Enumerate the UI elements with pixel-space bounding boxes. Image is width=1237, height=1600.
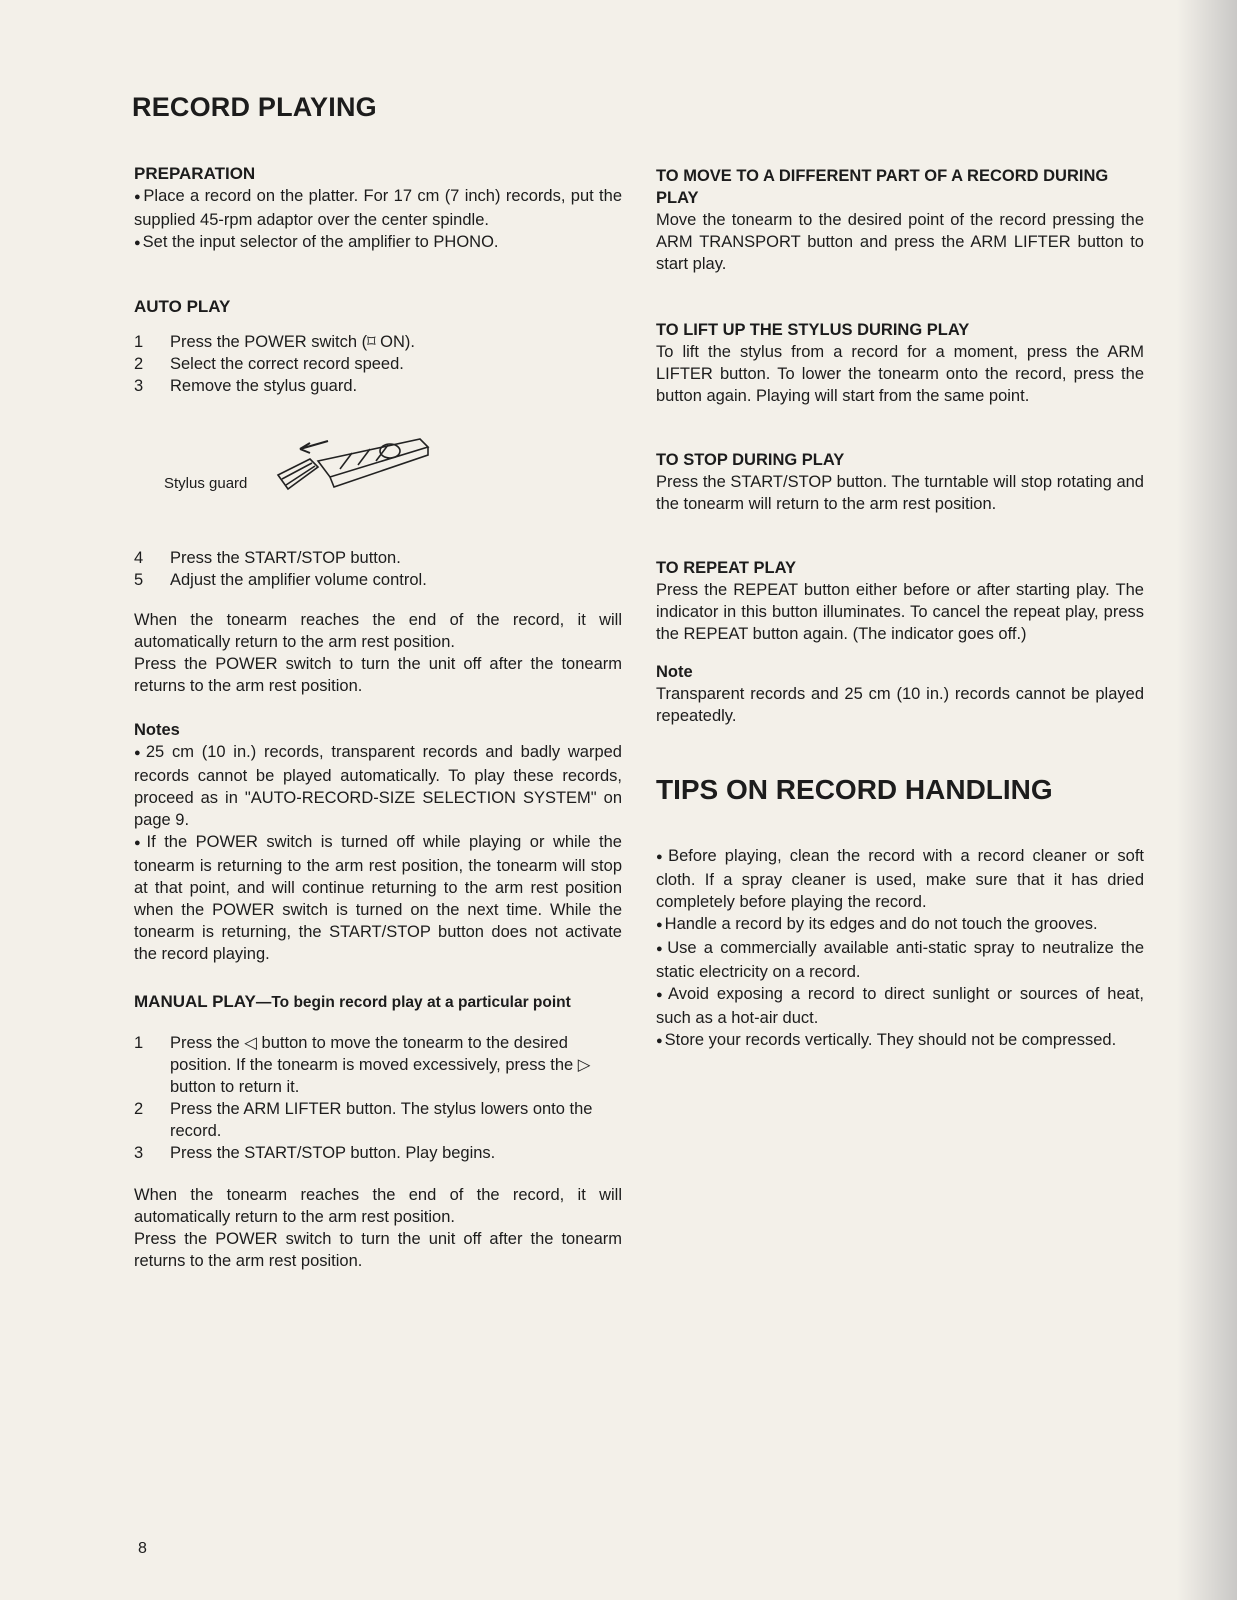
lift-section [656,319,1144,407]
stop-text: Press the START/STOP button. The turntable will stop rotating and the tonearm will return to the arm rest position. [656,473,1144,513]
stylus-guard-figure [134,419,622,535]
list-item [134,1032,622,1098]
lift-text: To lift the stylus from a record for a moment, press the ARM LIFTER button. To lower the tonearm onto the record, press the button again. Playing will start from the same point. [656,343,1144,405]
notes-bullet-2: ● If the POWER switch is turned off while playing or while the tonearm is returning to the arm rest position, the tonearm will stop at that point, and will continue returning to the arm rest position when the POWER switch is turned on the next time. While the tonearm is returning, the START/STOP button does not activate the record playing. [134,831,622,965]
move-heading: TO MOVE TO A DIFFERENT PART OF A RECORD DURING PLAY [656,167,1109,207]
list-item: ● Before playing, clean the record with a record cleaner or soft cloth. If a spray cleaner is used, make sure that it has dried completely before playing the record. [656,845,1144,913]
step-text: Press the ARM LIFTER button. The stylus lowers onto the record. [170,1100,593,1140]
manual-play-heading-main: MANUAL PLAY [134,992,256,1011]
repeat-note-heading: Note [656,663,693,681]
move-section [656,165,1144,275]
step-text: Remove the stylus guard. [170,377,358,395]
left-column [134,163,622,1272]
notes-bullet-1: ● 25 cm (10 in.) records, transparent records and badly warped records cannot be played automatically. To play these records, proceed as in "AUTO-RECORD-SIZE SELECTION SYSTEM" on page 9. [134,741,622,831]
list-item [134,569,622,591]
list-item [134,1098,622,1142]
step-text: Press the ◁ button to move the tonearm to the desired position. If the tonearm is moved excessively, press the ▷ button to return it. [170,1034,591,1096]
step-number: 1 [134,1034,144,1052]
preparation-heading: PREPARATION [134,164,256,183]
tips-section [656,773,1144,1053]
auto-play-section [134,296,622,697]
manual-play-steps [134,1032,622,1164]
step-text: Press the START/STOP button. [170,549,401,567]
step-number: 3 [134,377,144,395]
move-text: Move the tonearm to the desired point of the record pressing the ARM TRANSPORT button and press the ARM LIFTER button to start play. [656,211,1144,273]
auto-play-after-2: Press the POWER switch to turn the unit off after the tonearm returns to the arm rest position. [134,655,622,695]
stop-heading: TO STOP DURING PLAY [656,451,845,469]
auto-play-after-1: When the tonearm reaches the end of the record, it will automatically return to the arm rest position. [134,611,622,651]
right-column [656,165,1144,1053]
repeat-text: Press the REPEAT button either before or after starting play. The indicator in this button illuminates. To cancel the repeat play, press the REPEAT button again. (The indicator goes off.) [656,581,1144,643]
cartridge-illustration [270,429,440,509]
manual-play-heading-sub: —To begin record play at a particular point [255,994,571,1011]
list-item: ● Use a commercially available anti-static spray to neutralize the static electricity on a record. [656,937,1144,983]
stylus-guard-caption: Stylus guard [164,475,248,492]
list-item [134,375,622,397]
step-number: 3 [134,1144,144,1162]
step-text: Adjust the amplifier volume control. [170,571,427,589]
page-title: RECORD PLAYING [132,92,377,122]
list-item [134,1142,622,1164]
tips-heading: TIPS ON RECORD HANDLING [656,774,1053,805]
auto-play-heading: AUTO PLAY [134,297,231,316]
step-number: 5 [134,571,144,589]
repeat-note-text: Transparent records and 25 cm (10 in.) records cannot be played repeatedly. [656,685,1144,725]
list-item: ● Store your records vertically. They should not be compressed. [656,1029,1144,1053]
step-text: Press the POWER switch (⌑ ON). [170,333,416,351]
tips-list [656,845,1144,1053]
preparation-bullet-1: ● Place a record on the platter. For 17 cm (7 inch) records, put the supplied 45-rpm adaptor over the center spindle. [134,185,622,231]
repeat-section [656,557,1144,727]
auto-play-steps-b [134,547,622,591]
notes-heading: Notes [134,721,180,739]
list-item [134,547,622,569]
page-number: 8 [138,1540,147,1557]
page-edge-shadow [1177,0,1237,1600]
stop-section [656,449,1144,515]
step-number: 2 [134,355,144,373]
step-text: Press the START/STOP button. Play begins. [170,1144,496,1162]
manual-play-after-1: When the tonearm reaches the end of the record, it will automatically return to the arm rest position. [134,1186,622,1226]
auto-play-steps-a [134,331,622,397]
cartridge-body-shape [318,439,428,477]
preparation-bullet-2: ● Set the input selector of the amplifier to PHONO. [134,231,622,255]
step-number: 2 [134,1100,144,1118]
list-item: ● Avoid exposing a record to direct sunlight or sources of heat, such as a hot-air duct. [656,983,1144,1029]
manual-play-after-2: Press the POWER switch to turn the unit off after the tonearm returns to the arm rest position. [134,1230,622,1270]
list-item [134,353,622,375]
step-number: 1 [134,333,144,351]
lift-heading: TO LIFT UP THE STYLUS DURING PLAY [656,321,970,339]
repeat-heading: TO REPEAT PLAY [656,559,796,577]
manual-play-section [134,991,622,1272]
notes-section [134,719,622,965]
list-item [134,331,622,353]
preparation-section [134,163,622,255]
step-text: Select the correct record speed. [170,355,404,373]
manual-play-heading [134,991,622,1014]
step-number: 4 [134,549,144,567]
list-item: ● Handle a record by its edges and do not touch the grooves. [656,913,1144,937]
